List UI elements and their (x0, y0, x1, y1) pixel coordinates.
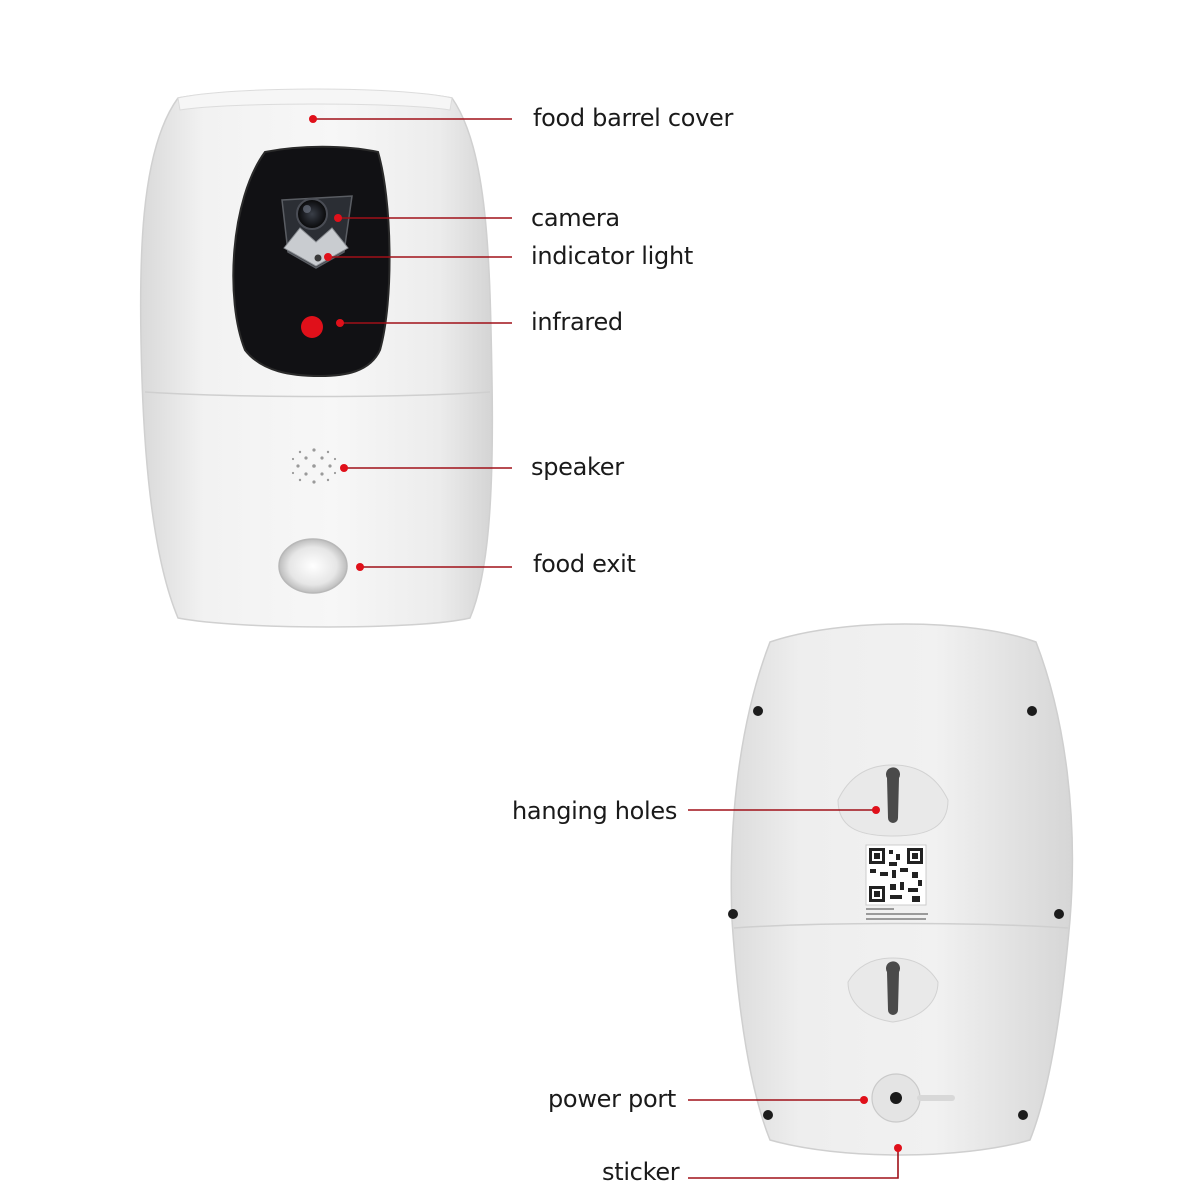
power-port-socket (890, 1092, 902, 1104)
infrared-light (301, 316, 323, 338)
indicator-light (315, 255, 322, 262)
food-exit-opening (279, 539, 347, 593)
label-infrared: infrared (531, 308, 623, 336)
qr-code-icon (866, 845, 926, 905)
back-view (728, 624, 1072, 1155)
label-indicator-light: indicator light (531, 242, 693, 270)
camera-lens-icon (297, 199, 327, 229)
front-view (141, 89, 493, 627)
label-hanging-holes: hanging holes (512, 797, 678, 825)
label-power-port: power port (548, 1085, 677, 1113)
label-camera: camera (531, 204, 620, 232)
keyhole-icon-lower (886, 961, 900, 1015)
label-sticker: sticker (602, 1158, 680, 1186)
label-speaker: speaker (531, 453, 624, 481)
label-food-barrel-cover: food barrel cover (533, 104, 734, 132)
keyhole-icon (886, 767, 900, 823)
camera-lens-highlight (303, 205, 311, 213)
label-food-exit: food exit (533, 550, 636, 578)
